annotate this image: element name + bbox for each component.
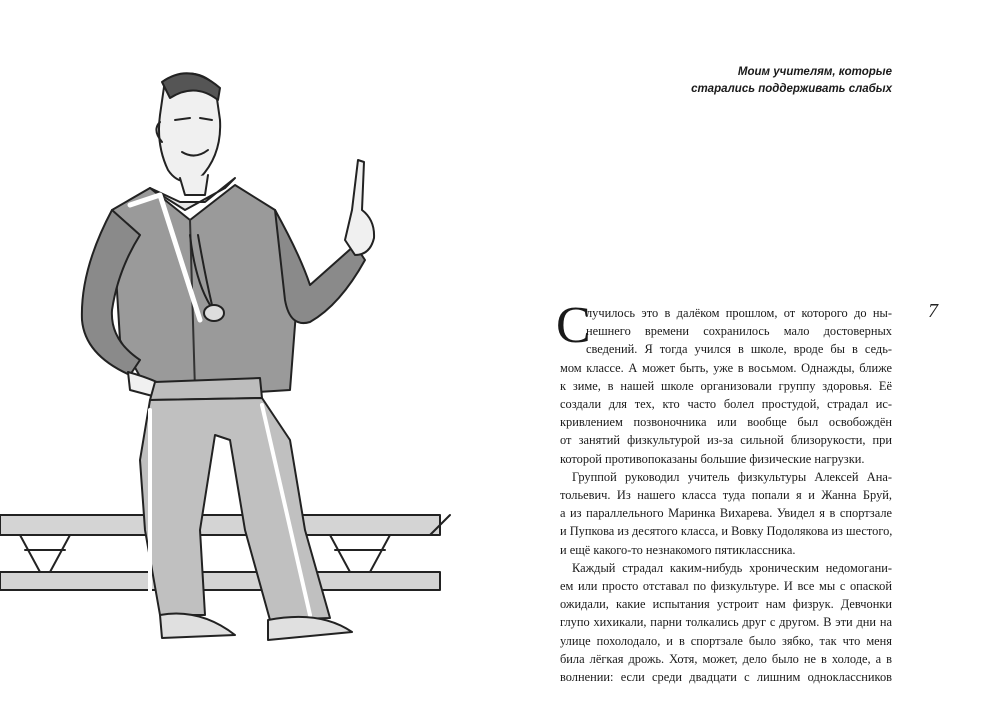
dedication-line: старались поддерживать слабых [691, 83, 892, 95]
text-line: тольевич. Из нашего класса туда попали я и Жанна Бруй, [560, 488, 892, 503]
head [156, 73, 220, 181]
text-line: ем или просто отставал по физкультуре. И все мы с опаской [560, 579, 892, 594]
text-line: создали для тех, кто часто болел простудой, страдал ис- [560, 397, 892, 412]
text-line: нешнего времени сохранилось мало достоверных [586, 324, 892, 339]
text-line: мом классе. А может быть, уже в восьмом. Однажды, ближе [560, 360, 892, 375]
text-line: а из параллельного Маринка Вихарева. Увидел я в спортзале [560, 506, 892, 521]
text-line: и ещё какого-то незнакомого пятиклассника. [560, 542, 796, 557]
text-line: которой противопоказаны большие физические нагрузки. [560, 451, 865, 466]
text-line: Группой руководил учитель физкультуры Алексей Ана- [572, 469, 892, 484]
text-line: сведений. Я тогда учился в школе, вроде бы в седь- [586, 342, 892, 357]
text-line: улице похолодало, и в спортзале было зябко, так что меня [560, 633, 892, 648]
text-line: кривлением позвоночника или вообще был освобождён [560, 415, 892, 430]
torso [112, 185, 300, 395]
text-line: волнении: если среди двадцати с лишним одноклассников [560, 670, 892, 685]
text-line: к зиме, в нашей школе организовали группу здоровья. Её [560, 378, 892, 393]
text-line: ожидали, какие испытания устроит нам физрук. Девчонки [560, 597, 892, 612]
drop-cap: С [556, 297, 591, 354]
gym-bench [0, 515, 450, 590]
text-line: глупо хихикали, парни толкались друг с другом. В эти дни на [560, 615, 892, 630]
dedication-line: Моим учителям, которые [737, 66, 892, 78]
body-text [556, 297, 893, 686]
dedication [592, 64, 892, 98]
text-line: Каждый страдал каким-нибудь хроническим недомогани- [572, 560, 892, 575]
text-line: била лёгкая дрожь. Хотя, может, дело было не в холоде, а в [560, 651, 892, 666]
text-line: от занятий физкультурой из-за сильной близорукости, при [560, 433, 892, 448]
coach-illustration [0, 60, 460, 660]
text-line: и Пупкова из десятого класса, и Вовку Подолякова из шестого, [560, 524, 893, 539]
text-line: лучилось это в далёком прошлом, от которого до ны- [586, 306, 892, 320]
right-arm [275, 160, 374, 323]
page-number: 7 [928, 300, 938, 322]
